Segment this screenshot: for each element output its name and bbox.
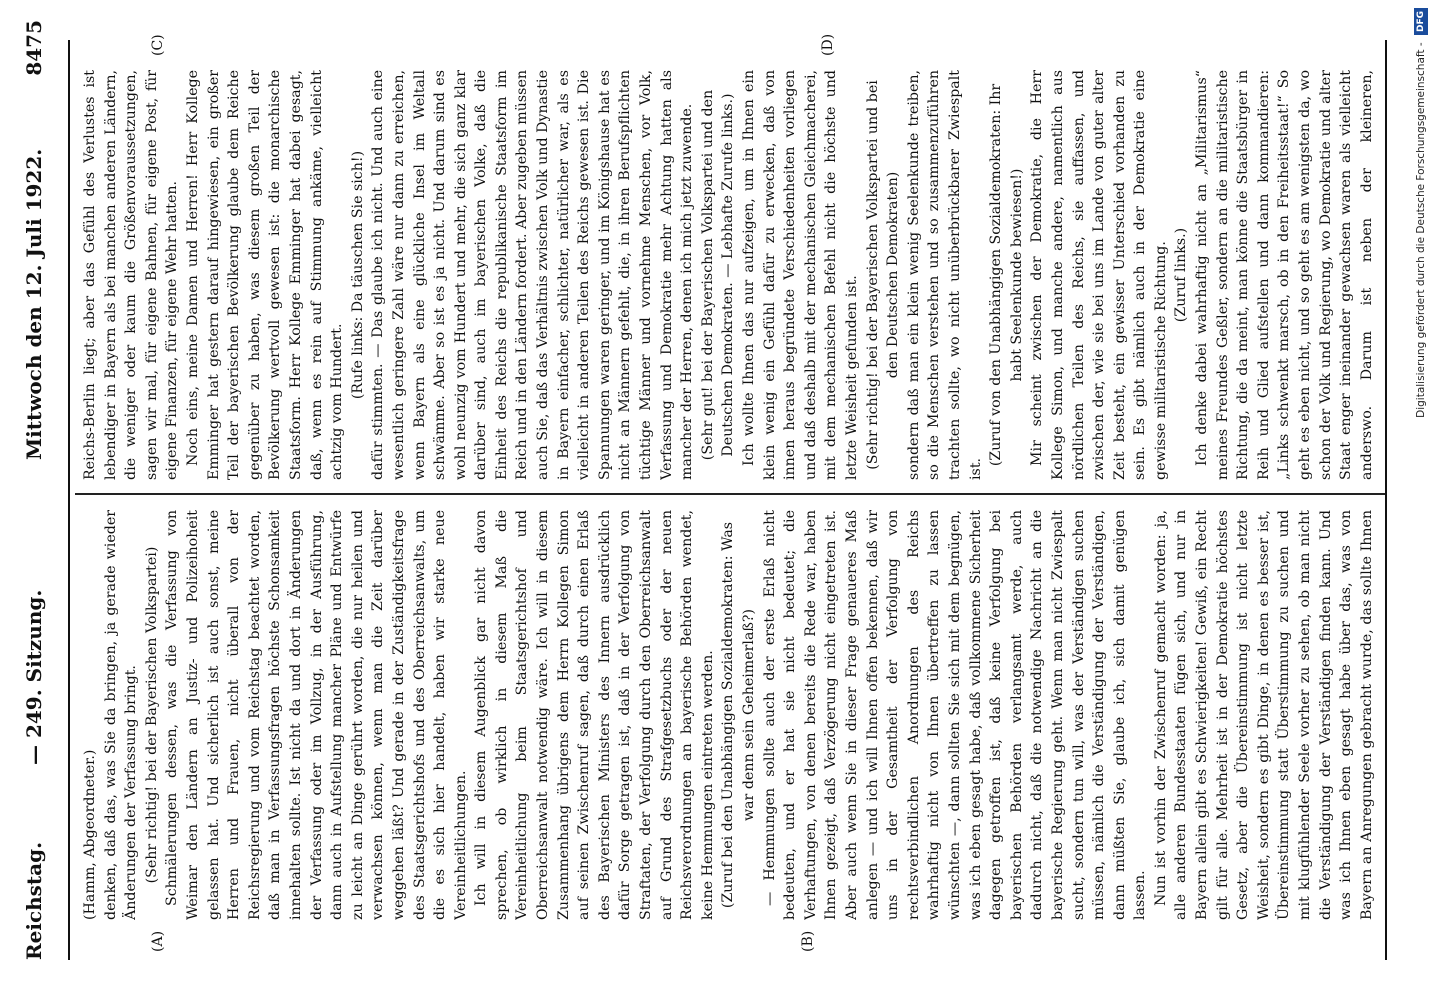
interjection: (Rufe links: Da täuschen Sie sich!) bbox=[349, 150, 366, 400]
paragraph: (Hamm, Abgeordneter.) bbox=[82, 749, 98, 920]
digitization-credit bbox=[1408, 0, 1434, 1000]
paragraph: Noch eins, meine Damen und Herren! Herr Kollege Emminger hat gestern darauf hingewiesen, ein großer Teil der bayerischen Bevölkerung glaube dem Reiche gegenüber zu haben, was diesem großen Teil der Bevölkerung wertvoll gewesen ist: die monarchische Staatsform. Herr Kollege Emminger hat dabei gesagt, daß, wenn es rein auf Stimmung ankäme, vielleicht achtzig vom Hundert. bbox=[184, 70, 346, 480]
bottom-rule bbox=[1385, 40, 1387, 960]
margin-marker-b: (B) bbox=[800, 930, 816, 952]
page-number: 8475 bbox=[22, 20, 46, 76]
paragraph: dafür stimmten. — Das glaube ich nicht. Und auch eine wesentlich geringere Zahl wäre nur dann zu erreichen, wenn Bayern als eine glückliche Insel im Weltall schwämme. Aber so ist es ja nicht. Und darum sind es wohl neunzig vom Hundert und mehr, die sich ganz klar darüber sind, auch im bayerischen Volke, daß die Einheit des Reichs die republikanische Staatsform im Reich und in den Ländern fordert. Aber zugeben müssen auch Sie, daß das Verhältnis zwischen Volk und Dynastie in Bayern einfacher, schlichter, natürlicher war, als es vielleicht in anderen Teilen des Reichs gewesen ist. Die Spannungen waren geringer, und im Königshause hat es nicht an Männern gefehlt, die, in ihren Berufspflichten tüchtige Männer und vornehme Menschen, vor Volk, Verfassung und Demokratie mehr Achtung hatten als mancher der Herren, denen ich mich jetzt zuwende. bbox=[370, 70, 696, 480]
paragraph: Schmälerungen dessen, was die Verfassung von Weimar den Ländern an Justiz- und Polizeihoheit gelassen hat. Und sicherlich ist auch sonst, meine Herren und Frauen, nicht überall von der Reichsregierung und vom Reichstag beachtet worden, daß man in Verfassungsfragen höchste Schonsamkeit innehalten sollte. Ist nicht da und dort in Änderungen der Verfassung oder im Vollzug, in der Ausführung, dann auch in Aufstellung mancher Pläne und Entwürfe zu leicht an Dinge gerührt worden, die nur heilen und verwachsen können, wenn man die Zeit darüber weggehen läßt? Und gerade in der Zuständigkeitsfrage des Staatsgerichtshofs und des Oberreichsanwalts, um die es sich hier handelt, haben wir starke neue Vereinheitlichungen. bbox=[164, 510, 469, 920]
interjection: (Zuruf bei den Unabhängigen Sozialdemokraten: Was war denn sein Geheimerlaß?) bbox=[720, 521, 757, 909]
paragraph: Mir scheint zwischen der Demokratie, die Herr Kollege Simon, und manche andere, namentlich aus nördlichen Teilen des Reichs, sie auffassen, und zwischen der, wie sie bei uns im Lande von guter alter Zeit besteht, ein gewisser Unterschied vorhanden zu sein. Es gibt nämlich auch in der Demokratie eine gewisse militaristische Richtung. bbox=[1029, 70, 1169, 480]
header-title: Reichstag. bbox=[22, 841, 46, 960]
right-text-column bbox=[80, 70, 1378, 480]
margin-marker-d: (D) bbox=[820, 33, 836, 56]
interjection: (Sehr gut! bei der Bayerischen Volkspartei und den Deutschen Demokraten. — Lebhafte Zurufe links.) bbox=[699, 89, 737, 461]
interjection: (Zuruf links.) bbox=[1173, 227, 1190, 323]
paragraph: sondern daß man ein klein wenig Seelenkunde treiben, so die Menschen verstehen und so zusammenzuführen trachten sollte, wo nicht unüberbrückbarer Zwiespalt ist. bbox=[905, 70, 984, 480]
paragraph: denken, daß das, was Sie da bringen, ja gerade wieder Änderungen der Verfassung bringt. bbox=[102, 510, 140, 920]
paragraph: — Hemmungen sollte auch der erste Erlaß nicht bedeuten, und er hat sie nicht bedeutet; die Verhaftungen, von denen bereits die Rede war, haben Ihnen gezeigt, daß Verzögerung nicht eingetreten ist. Aber auch wenn Sie in dieser Frage genaueres Maß anlegen — und ich will Ihnen offen bekennen, daß wir uns in der Gesamtheit der Verfolgung von rechtsverbindlichen Anordnungen des Reichs wahrhaftig nicht von Ihnen übertreffen zu lassen wünschten —, dann sollten Sie sich mit dem begnügen, was ich eben gesagt habe, daß vollkommene Sicherheit dagegen getroffen ist, daß keine Verfolgung bei bayerischen Behörden verlangsamt werde, auch dadurch nicht, daß die notwendige Nachricht an die bayerische Regierung geht. Wenn man nicht Zwiespalt sucht, sondern tun will, was der Verständigen suchen müssen, nämlich die Verständigung der Verständigen, dann müßten Sie, glaube ich, sich damit genügen lassen. bbox=[761, 510, 1149, 920]
interjection: (Sehr richtig! bei der Bayerischen Volkspartei) bbox=[143, 546, 160, 884]
interjection: (Sehr richtig! bei der Bayerischen Volkspartei und bei den Deutschen Demokraten) bbox=[864, 80, 902, 470]
dfg-logo: DFG bbox=[1414, 8, 1428, 35]
paragraph: Reichs-Berlin liegt; aber das Gefühl des Verlustes ist lebendiger in Bayern als bei manchen anderen Ländern, die weniger oder kaum die Größenvoraussetzungen, sagen wir mal, für eigene Bahnen, für eigene Post, für eigene Finanzen, für eigene Wehr hatten. bbox=[82, 70, 181, 480]
top-rule bbox=[68, 40, 70, 960]
margin-marker-c: (C) bbox=[150, 34, 166, 56]
margin-marker-a: (A) bbox=[150, 930, 166, 952]
paragraph: Ich will in diesem Augenblick gar nicht davon sprechen, ob wirklich in diesem Maß die Vereinheitlichung beim Staatsgerichtshof und Oberreichsanwalt notwendig wäre. Ich will in diesem Zusammenhang übrigens dem Herrn Kollegen Simon auf seinen Zwischenruf sagen, daß durch einen Erlaß des Bayerischen Ministers des Innern ausdrücklich dafür Sorge getragen ist, daß in der Verfolgung von Straftaten, der Verfolgung durch den Oberreichsanwalt auf Grund des Strafgesetzbuchs oder der neuen Reichsverordnungen an bayerische Behörden wendet, keine Hemmungen eintreten werden. bbox=[473, 510, 716, 920]
paragraph: Ich wollte Ihnen das nur aufzeigen, um in Ihnen ein klein wenig ein Gefühl dafür zu erwecken, daß von innen heraus begründete Verschiedenheiten vorliegen und daß deshalb mit der mechanischen Gleichmacherei, mit dem mechanischen Befehl nicht die höchste und letzte Weisheit gefunden ist. bbox=[741, 70, 860, 480]
paragraph: Ich denke dabei wahrhaftig nicht an „Militarismus“ meines Freundes Geßler, sondern an die militaristische Richtung, die da meint, man könne die Staatsbürger in Reih und Glied aufstellen und dann kommandieren: „Links schwenkt marsch, ob in den Freiheitsstaat!“ So geht es eben nicht, und so geht es am wenigsten da, wo schon der Volk und Regierung, wo Demokratie und alter Staat enger ineinander gewachsen waren als vielleicht anderswo. Darum ist neben der kleineren, bbox=[1194, 70, 1375, 480]
header-date: Mittwoch den 12. Juli 1922. bbox=[22, 148, 46, 460]
paragraph: Nun ist vorhin der Zwischenruf gemacht worden: ja, alle anderen Bundesstaaten fügen sich, und nur in Bayern allein gibt es Schwierigkeiten! Gewiß, ein Recht gilt für alle. Mehrheit ist in der Demokratie höchstes Gesetz, aber die Übereinstimmung ist nicht letzte Weisheit, sondern es gibt Dinge, in denen es besser ist, Übereinstimmung statt Überstimmung zu suchen und mit klugfühlender Seele vorher zu sehen, ob man nicht die Verständigung der Verständigen finden kann. Und was ich Ihnen eben gesagt habe über das, was von Bayern an Anregungen gebracht wurde, das sollte Ihnen bbox=[1152, 510, 1375, 920]
header-session: — 249. Sitzung. bbox=[22, 589, 46, 765]
credit-text: Digitalisierung gefördert durch die Deutsche Forschungsgemeinschaft - bbox=[1415, 42, 1427, 418]
interjection: (Zuruf von den Unabhängigen Sozialdemokraten: Ihr habt Seelenkunde bewiesen!) bbox=[988, 83, 1025, 467]
column-divider bbox=[75, 493, 1385, 495]
left-text-column bbox=[80, 510, 1378, 920]
